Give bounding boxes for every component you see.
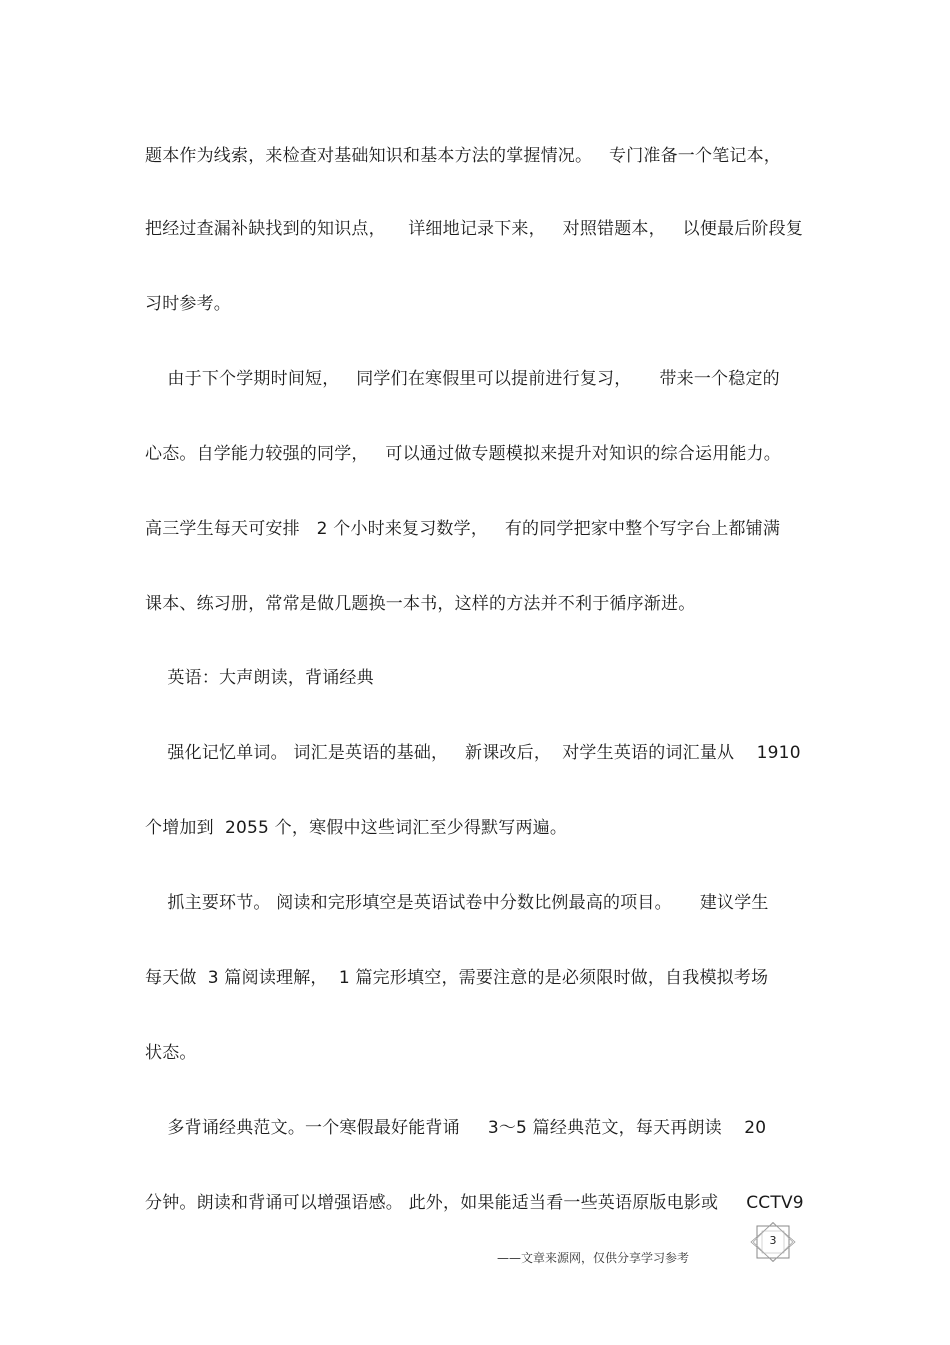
text-line: 分钟。朗读和背诵可以增强语感。 此外，如果能适当看一些英语原版电影或 CCTV9 [145,1193,804,1213]
text-line: 多背诵经典范文。一个寒假最好能背诵 3～5 篇经典范文，每天再朗读 20 [145,1118,767,1138]
text-line: 高三学生每天可安排 2 个小时来复习数学， 有的同学把家中整个写字台上都铺满 [145,519,781,539]
text-line: 个增加到 2055 个，寒假中这些词汇至少得默写两遍。 [145,818,568,838]
text-line: 心态。自学能力较强的同学， 可以通过做专题模拟来提升对知识的综合运用能力。 [145,444,782,464]
text-line: 状态。 [145,1043,197,1063]
text-line: 把经过查漏补缺找到的知识点， 详细地记录下来， 对照错题本， 以便最后阶段复 [145,219,804,239]
text-line: 抓主要环节。 阅读和完形填空是英语试卷中分数比例最高的项目。 建议学生 [145,893,769,913]
text-line: 强化记忆单词。 词汇是英语的基础， 新课改后， 对学生英语的词汇量从 1910 [145,743,801,763]
text-line: 每天做 3 篇阅读理解， 1 篇完形填空，需要注意的是必须限时做，自我模拟考场 [145,968,769,988]
text-line: 题本作为线索，来检查对基础知识和基本方法的掌握情况。 专门准备一个笔记本， [145,146,782,166]
text-line: 课本、练习册，常常是做几题换一本书，这样的方法并不利于循序渐进。 [145,594,696,614]
footer-source-note: ——文章来源网，仅供分享学习参考 [497,1251,690,1265]
page-number-badge [749,1222,797,1262]
page-number: 3 [769,1234,777,1247]
text-line: 由于下个学期时间短， 同学们在寒假里可以提前进行复习， 带来一个稳定的 [145,369,780,389]
text-line: 习时参考。 [145,294,231,314]
section-heading: 英语：大声朗读，背诵经典 [145,668,374,688]
